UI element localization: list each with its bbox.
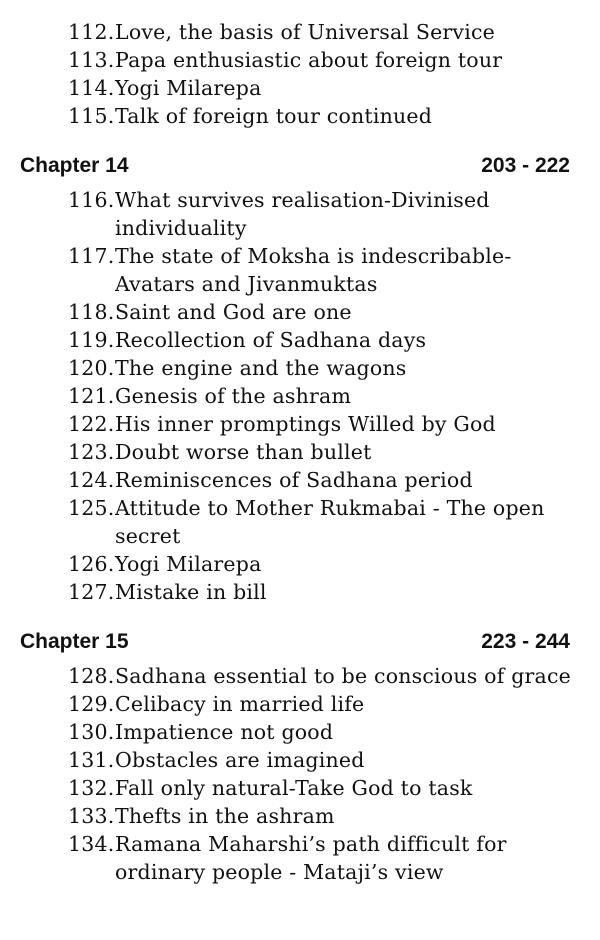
toc-entry bbox=[0, 102, 600, 130]
toc-entry bbox=[0, 578, 600, 606]
entry-number: 121. bbox=[68, 384, 115, 408]
toc-entry bbox=[0, 242, 600, 298]
toc-entry bbox=[0, 494, 600, 550]
entry-title: The state of Moksha is indescribable-Avatars and Jivanmuktas bbox=[115, 244, 512, 296]
entry-title: Talk of foreign tour continued bbox=[115, 104, 433, 128]
entry-title: Celibacy in married life bbox=[115, 692, 365, 716]
chapter-title: Chapter 15 bbox=[20, 630, 129, 653]
toc-entry bbox=[0, 746, 600, 774]
entry-title: Saint and God are one bbox=[115, 300, 352, 324]
entry-number: 134. bbox=[68, 832, 115, 856]
entry-title: Mistake in bill bbox=[115, 580, 267, 604]
toc-entry bbox=[0, 662, 600, 690]
toc-entry bbox=[0, 298, 600, 326]
entry-title: Sadhana essential to be conscious of grace bbox=[115, 664, 571, 688]
toc-entry bbox=[0, 382, 600, 410]
entry-title: Yogi Milarepa bbox=[115, 76, 262, 100]
toc-entry bbox=[0, 690, 600, 718]
entry-number: 131. bbox=[68, 748, 115, 772]
entry-number: 122. bbox=[68, 412, 115, 436]
entry-number: 125. bbox=[68, 496, 115, 520]
entry-number: 133. bbox=[68, 804, 115, 828]
entry-title: Ramana Maharshi’s path difficult for ordinary people - Mataji’s view bbox=[115, 832, 507, 884]
entry-number: 129. bbox=[68, 692, 115, 716]
entry-title: His inner promptings Willed by God bbox=[115, 412, 496, 436]
entry-number: 127. bbox=[68, 580, 115, 604]
chapter-page-range: 203 - 222 bbox=[481, 154, 570, 177]
entry-number: 130. bbox=[68, 720, 115, 744]
entry-title: Attitude to Mother Rukmabai - The open secret bbox=[115, 496, 545, 548]
entry-title: Reminiscences of Sadhana period bbox=[115, 468, 473, 492]
entry-title: Doubt worse than bullet bbox=[115, 440, 372, 464]
chapter-heading bbox=[0, 152, 600, 180]
entry-title: Thefts in the ashram bbox=[115, 804, 335, 828]
entry-title: Genesis of the ashram bbox=[115, 384, 352, 408]
entry-title: Recollection of Sadhana days bbox=[115, 328, 427, 352]
entry-title: Papa enthusiastic about foreign tour bbox=[115, 48, 503, 72]
entry-number: 120. bbox=[68, 356, 115, 380]
entry-number: 132. bbox=[68, 776, 115, 800]
entry-title: What survives realisation-Divinised individuality bbox=[115, 188, 490, 240]
entry-number: 116. bbox=[68, 188, 115, 212]
toc-entry bbox=[0, 354, 600, 382]
entry-number: 128. bbox=[68, 664, 115, 688]
toc-entry bbox=[0, 46, 600, 74]
entry-title: Impatience not good bbox=[115, 720, 334, 744]
entry-number: 112. bbox=[68, 20, 115, 44]
chapter-page-range: 223 - 244 bbox=[481, 630, 570, 653]
toc-entry bbox=[0, 186, 600, 242]
entry-number: 124. bbox=[68, 468, 115, 492]
toc-entry bbox=[0, 438, 600, 466]
chapter-heading bbox=[0, 628, 600, 656]
entry-number: 119. bbox=[68, 328, 115, 352]
toc-entry bbox=[0, 18, 600, 46]
entry-title: Love, the basis of Universal Service bbox=[115, 20, 495, 44]
entry-title: The engine and the wagons bbox=[115, 356, 407, 380]
toc-entry bbox=[0, 326, 600, 354]
entry-number: 114. bbox=[68, 76, 115, 100]
entry-number: 123. bbox=[68, 440, 115, 464]
entry-title: Fall only natural-Take God to task bbox=[115, 776, 473, 800]
entry-title: Obstacles are imagined bbox=[115, 748, 365, 772]
toc-entry bbox=[0, 410, 600, 438]
toc-entry bbox=[0, 802, 600, 830]
toc-entry bbox=[0, 550, 600, 578]
entry-number: 117. bbox=[68, 244, 115, 268]
toc-entry bbox=[0, 74, 600, 102]
toc-entry bbox=[0, 830, 600, 886]
entry-number: 115. bbox=[68, 104, 115, 128]
entry-number: 118. bbox=[68, 300, 115, 324]
toc-entry bbox=[0, 774, 600, 802]
entry-number: 113. bbox=[68, 48, 115, 72]
chapter-title: Chapter 14 bbox=[20, 154, 129, 177]
entry-number: 126. bbox=[68, 552, 115, 576]
entry-title: Yogi Milarepa bbox=[115, 552, 262, 576]
table-of-contents bbox=[0, 18, 600, 886]
toc-entry bbox=[0, 718, 600, 746]
toc-entry bbox=[0, 466, 600, 494]
